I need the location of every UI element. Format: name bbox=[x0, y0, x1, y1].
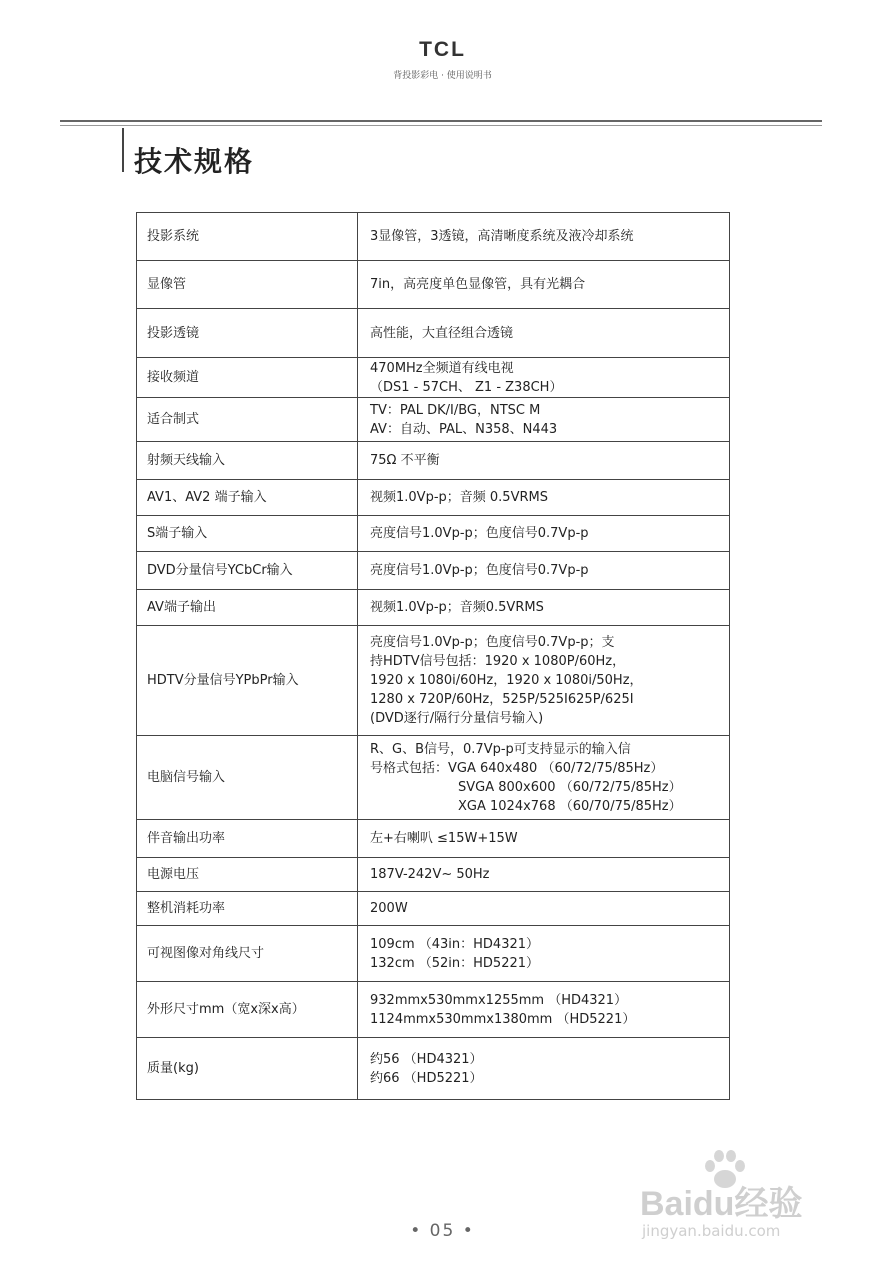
spec-label: S端子输入 bbox=[137, 516, 358, 552]
spec-label: 可视图像对角线尺寸 bbox=[137, 926, 358, 982]
spec-label: DVD分量信号YCbCr输入 bbox=[137, 552, 358, 590]
spec-row bbox=[137, 1038, 730, 1100]
spec-value-line: 约66 （HD5221） bbox=[370, 1070, 483, 1086]
spec-label: 适合制式 bbox=[137, 398, 358, 442]
spec-label: 质量(kg) bbox=[137, 1038, 358, 1100]
watermark-url: jingyan.baidu.com bbox=[642, 1222, 781, 1240]
spec-row bbox=[137, 442, 730, 480]
page-number: • 05 • bbox=[410, 1221, 475, 1241]
spec-label: AV端子输出 bbox=[137, 590, 358, 626]
spec-label: 外形尺寸mm（宽x深x高） bbox=[137, 982, 358, 1038]
spec-value bbox=[358, 626, 730, 736]
spec-label: 接收频道 bbox=[137, 358, 358, 398]
spec-row bbox=[137, 261, 730, 309]
baidu-watermark bbox=[640, 1150, 850, 1250]
spec-value-line: 3显像管，3透镜，高清晰度系统及液冷却系统 bbox=[370, 229, 634, 244]
spec-label: 电源电压 bbox=[137, 858, 358, 892]
spec-value-line: 视频1.0Vp-p；音频 0.5VRMS bbox=[370, 490, 548, 505]
spec-value bbox=[358, 398, 730, 442]
spec-row bbox=[137, 480, 730, 516]
spec-value-line: AV：自动、PAL、N358、N443 bbox=[370, 421, 558, 437]
brand-logo: TCL bbox=[419, 38, 466, 61]
spec-row bbox=[137, 552, 730, 590]
spec-value-line: 高性能，大直径组合透镜 bbox=[370, 325, 514, 341]
spec-row bbox=[137, 516, 730, 552]
spec-value-line: （DS1 - 57CH、 Z1 - Z38CH） bbox=[370, 379, 563, 395]
spec-label: 射频天线输入 bbox=[137, 442, 358, 480]
header-rule bbox=[60, 120, 822, 122]
spec-value-line: SVGA 800x600 （60/72/75/85Hz） bbox=[458, 779, 682, 795]
spec-label: 投影系统 bbox=[137, 213, 358, 261]
spec-value-line: 1920 x 1080i/60Hz，1920 x 1080i/50Hz， bbox=[370, 673, 643, 688]
spec-value bbox=[358, 1038, 730, 1100]
spec-value-line: 470MHz全频道有线电视 bbox=[370, 360, 514, 376]
spec-value-line: 109cm （43in：HD4321） bbox=[370, 936, 540, 952]
spec-value-line: 视频1.0Vp-p；音频0.5VRMS bbox=[370, 600, 544, 615]
spec-value-line: 左+右喇叭 ≤15W+15W bbox=[370, 831, 518, 846]
document-subtitle: 背投影彩电 · 使用说明书 bbox=[393, 71, 492, 81]
spec-value-line: 200W bbox=[370, 901, 408, 916]
spec-value bbox=[358, 590, 730, 626]
spec-value bbox=[358, 442, 730, 480]
spec-value-line: 1124mmx530mmx1380mm （HD5221） bbox=[370, 1011, 636, 1027]
spec-label: AV1、AV2 端子输入 bbox=[137, 480, 358, 516]
spec-value bbox=[358, 480, 730, 516]
spec-value bbox=[358, 213, 730, 261]
spec-value bbox=[358, 516, 730, 552]
spec-row bbox=[137, 398, 730, 442]
spec-row bbox=[137, 213, 730, 261]
spec-row bbox=[137, 982, 730, 1038]
spec-label: 电脑信号输入 bbox=[137, 736, 358, 820]
spec-value bbox=[358, 736, 730, 820]
spec-value-line: 亮度信号1.0Vp-p；色度信号0.7Vp-p bbox=[370, 526, 589, 541]
spec-value-line: 75Ω 不平衡 bbox=[370, 453, 440, 468]
spec-value bbox=[358, 858, 730, 892]
spec-value bbox=[358, 552, 730, 590]
spec-value-line: 1280 x 720P/60Hz，525P/525I625P/625I bbox=[370, 692, 634, 707]
spec-value-line: 约56 （HD4321） bbox=[370, 1051, 483, 1067]
spec-value-line: R、G、B信号，0.7Vp-p可支持显示的输入信 bbox=[370, 741, 631, 757]
header-rule-thin bbox=[60, 125, 822, 126]
spec-value bbox=[358, 820, 730, 858]
spec-value-line: 932mmx530mmx1255mm （HD4321） bbox=[370, 992, 628, 1008]
spec-label: 整机消耗功率 bbox=[137, 892, 358, 926]
spec-row bbox=[137, 820, 730, 858]
spec-label: 显像管 bbox=[137, 261, 358, 309]
spec-row bbox=[137, 358, 730, 398]
spec-label: HDTV分量信号YPbPr输入 bbox=[137, 626, 358, 736]
spec-value-line: 7in，高亮度单色显像管，具有光耦合 bbox=[370, 277, 586, 292]
spec-value bbox=[358, 358, 730, 398]
spec-table bbox=[136, 212, 730, 1100]
spec-value-line: XGA 1024x768 （60/70/75/85Hz） bbox=[458, 798, 682, 814]
title-accent-bar bbox=[122, 128, 124, 172]
spec-value-line: 亮度信号1.0Vp-p；色度信号0.7Vp-p；支 bbox=[370, 635, 615, 650]
spec-value bbox=[358, 892, 730, 926]
spec-value bbox=[358, 309, 730, 358]
spec-value-line: 持HDTV信号包括：1920 x 1080P/60Hz， bbox=[370, 654, 626, 669]
spec-row bbox=[137, 626, 730, 736]
spec-value bbox=[358, 926, 730, 982]
spec-row bbox=[137, 309, 730, 358]
spec-label: 投影透镜 bbox=[137, 309, 358, 358]
spec-label: 伴音输出功率 bbox=[137, 820, 358, 858]
spec-value-line: (DVD逐行/隔行分量信号输入) bbox=[370, 711, 544, 726]
page-title: 技术规格 bbox=[134, 145, 255, 178]
spec-row bbox=[137, 926, 730, 982]
spec-value-line: 187V-242V~ 50Hz bbox=[370, 867, 490, 882]
spec-value-line: TV：PAL DK/I/BG，NTSC M bbox=[370, 402, 541, 418]
spec-value-line: 132cm （52in：HD5221） bbox=[370, 955, 540, 971]
spec-row bbox=[137, 736, 730, 820]
watermark-text: Baidu经验 bbox=[640, 1185, 803, 1223]
spec-value bbox=[358, 261, 730, 309]
spec-row bbox=[137, 892, 730, 926]
spec-value bbox=[358, 982, 730, 1038]
spec-value-line: 号格式包括：VGA 640x480 （60/72/75/85Hz） bbox=[370, 760, 664, 776]
spec-row bbox=[137, 858, 730, 892]
spec-value-line: 亮度信号1.0Vp-p；色度信号0.7Vp-p bbox=[370, 563, 589, 578]
spec-row bbox=[137, 590, 730, 626]
